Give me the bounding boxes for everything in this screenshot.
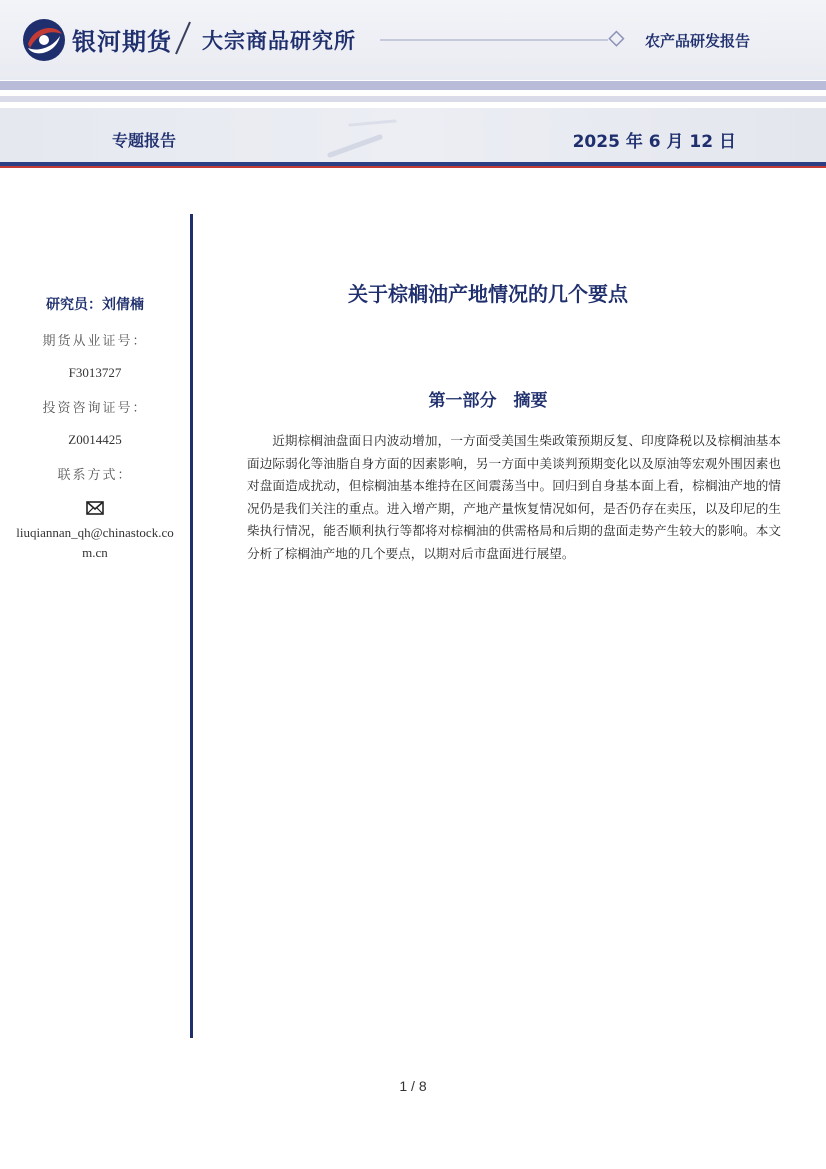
header-stripe [0, 81, 826, 90]
section-heading: 第一部分 摘要 [428, 391, 548, 410]
brand-name: 银河期货 [72, 28, 172, 56]
license-label: 期货从业证号： [42, 334, 148, 349]
report-title: 关于棕榈油产地情况的几个要点 [348, 284, 628, 306]
pen-decoration-icon [320, 115, 400, 160]
analyst-email[interactable]: liuqiannan_qh@chinastock.com.cn [16, 525, 174, 560]
contact-label: 联系方式： [57, 468, 133, 483]
subheader-rule-accent [0, 166, 826, 168]
analyst-name: 研究员：刘倩楠 [46, 296, 144, 312]
envelope-icon [86, 501, 104, 515]
divider-slash [172, 20, 194, 56]
galaxy-logo-icon [22, 18, 66, 62]
sidebar-divider [190, 214, 193, 1038]
analyst-sidebar [0, 294, 190, 563]
report-category: 农产品研发报告 [645, 32, 751, 50]
abstract-paragraph: 近期棕榈油盘面日内波动增加，一方面受美国生柴政策预期反复、印度降税以及棕榈油基本面边际弱化等油脂自身方面的因素影响，另一方面中美谈判预期变化以及原油等宏观外围因素也对盘面造成扰动，但棕榈油基本维持在区间震荡当中。回归到自身基本面上看，棕榈油产地的情况仍是我们关注的重点。进入增产期，产地产量恢复情况如何，是否仍存在卖压，以及印尼的生柴执行情况，能否顺利执行等都将对棕榈油的供需格局和后期的盘面走势产生较大的影响。本文分析了棕榈油产地的几个要点，以期对后市盘面进行展望。 [247, 433, 781, 561]
report-date: 2025 年 6 月 12 日 [572, 132, 736, 152]
page-number: 1 / 8 [399, 1078, 427, 1094]
institute-name: 大宗商品研究所 [202, 29, 356, 53]
report-type: 专题报告 [112, 131, 177, 150]
header-stripe-light [0, 96, 826, 102]
decorative-line [380, 30, 630, 50]
license-number: F3013727 [68, 365, 122, 380]
consult-license-label: 投资咨询证号： [42, 401, 148, 416]
consult-license-number: Z0014425 [68, 432, 122, 447]
